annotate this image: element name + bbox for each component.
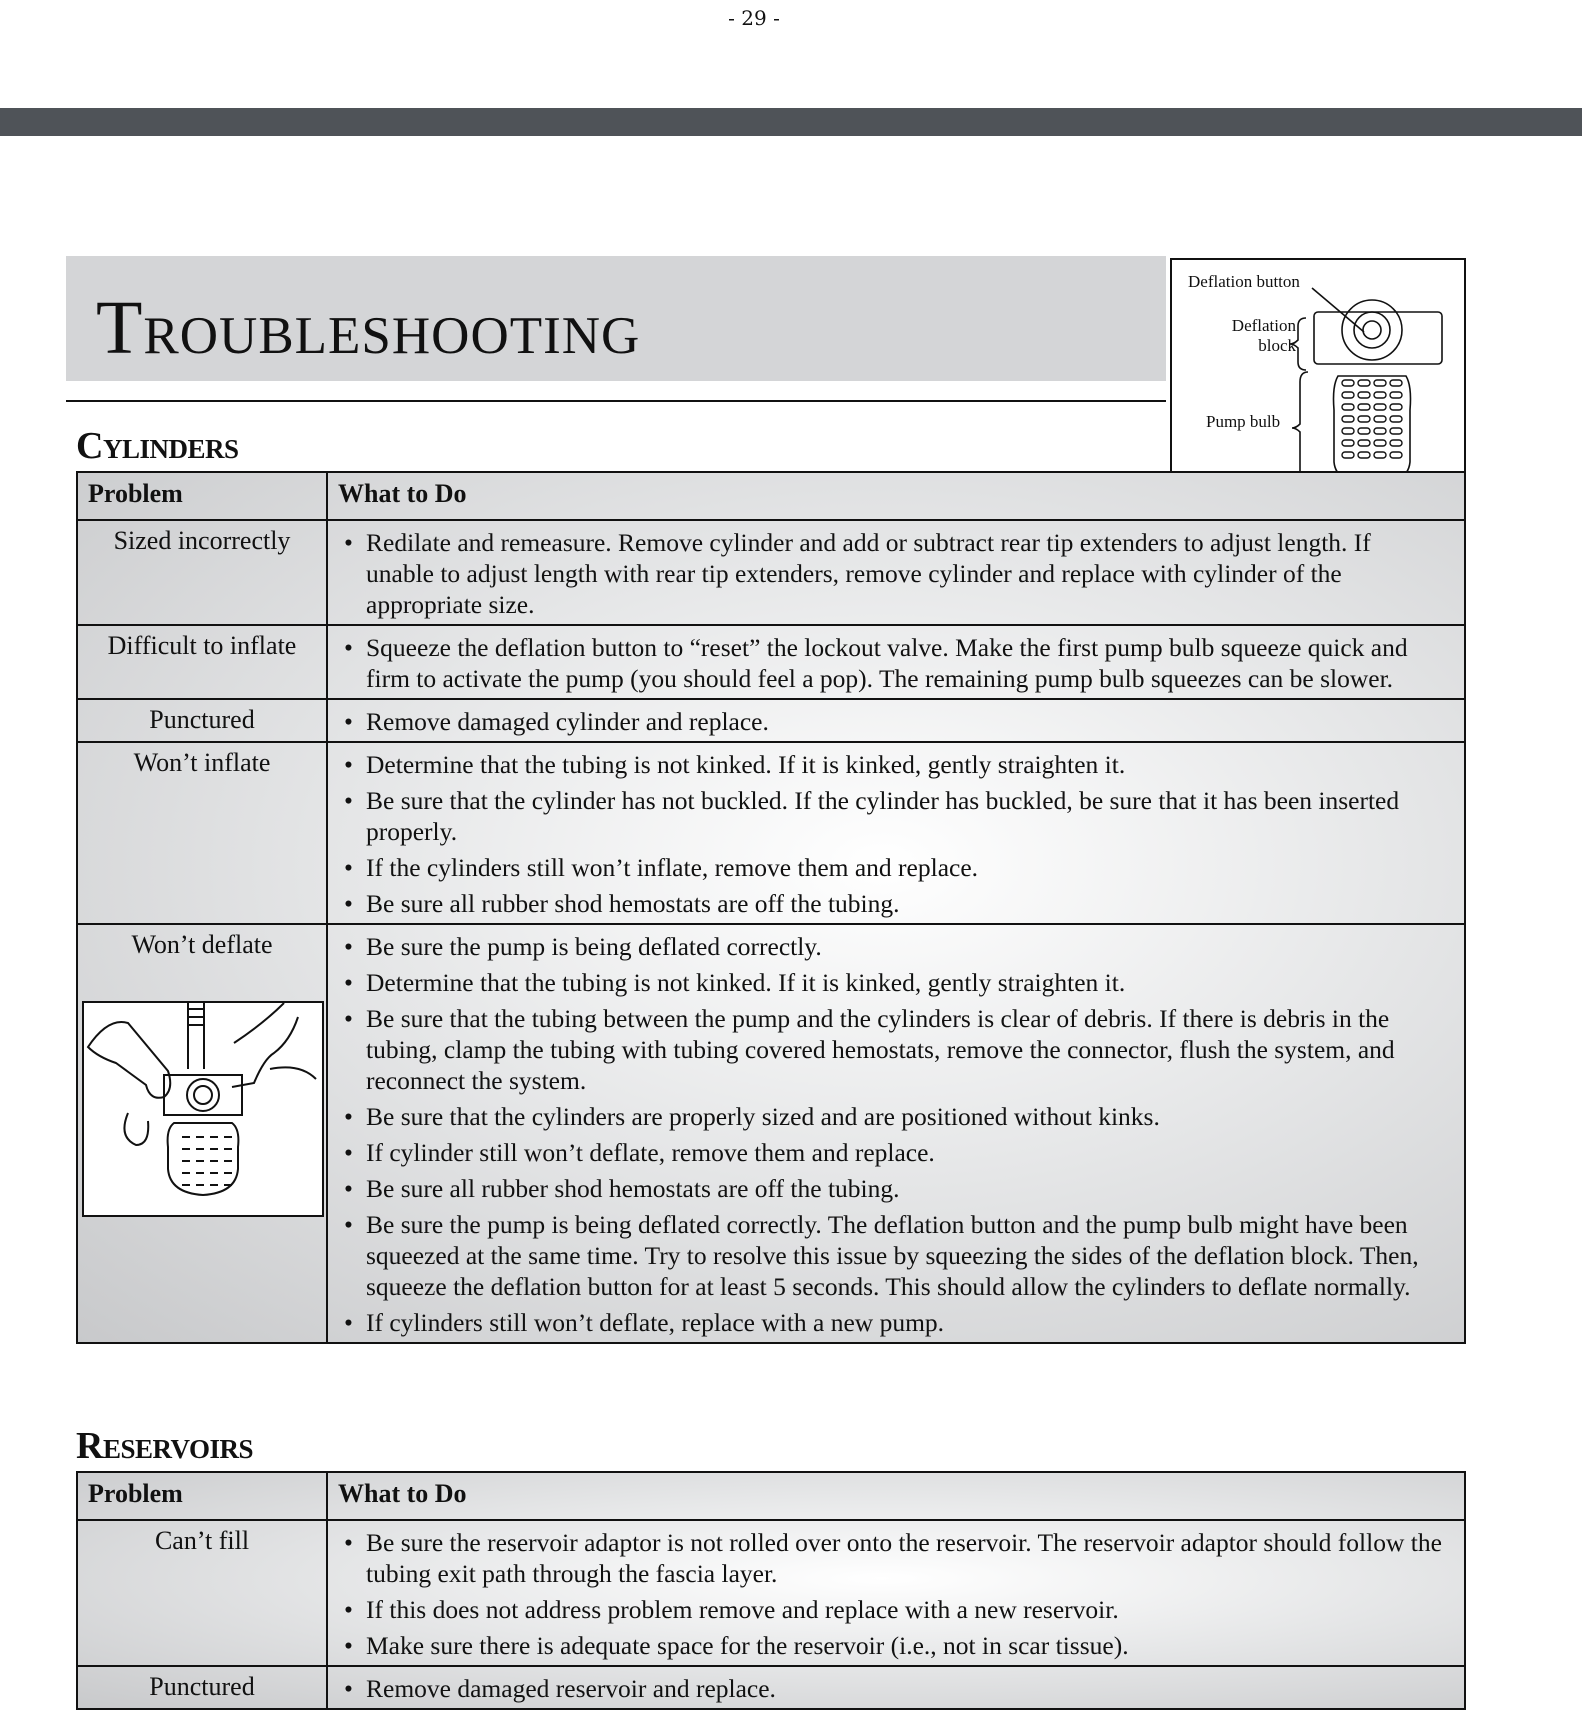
list-item: • Be sure the pump is being deflated correctly. [342,931,1444,962]
problem-label: Won’t deflate [131,930,273,959]
list-item: • Determine that the tubing is not kinked. If it is kinked, gently straighten it. [342,967,1444,998]
table-row [77,742,1465,924]
reservoirs-table [76,1471,1466,1710]
list-item: • Be sure all rubber shod hemostats are off the tubing. [342,888,1444,919]
solution-cell [327,625,1465,699]
table-row [77,1666,1465,1709]
problem-cell: Punctured [77,1666,327,1709]
cylinders-table [76,471,1466,1344]
table-row [77,520,1465,625]
problem-cell: Difficult to inflate [77,625,327,699]
list-item: • Remove damaged cylinder and replace. [342,706,1444,737]
list-item: • Be sure that the tubing between the pump and the cylinders is clear of debris. If there is debris in the tubing, clamp the tubing with tubing covered hemostats, remove the connector, flush the system, and reconnect the system. [342,1003,1444,1096]
list-item: • Remove damaged reservoir and replace. [342,1673,1444,1704]
list-item: • If cylinder still won’t deflate, remove them and replace. [342,1137,1444,1168]
solution-cell [327,1520,1465,1666]
pump-bulb-label: Pump bulb [1206,412,1281,431]
list-item: • Be sure that the cylinder has not buckled. If the cylinder has buckled, be sure that it has been inserted properly. [342,785,1444,847]
deflation-block-label: Deflation block [1231,316,1296,355]
pump-diagram-callout [1170,258,1466,494]
page-title: Troubleshooting [96,286,641,370]
hand-squeezing-pump-icon [84,1003,322,1215]
table-header-row [77,1472,1465,1520]
list-item: • Be sure that the cylinders are properly sized and are positioned without kinks. [342,1101,1444,1132]
problem-cell: Won’t inflate [77,742,327,924]
solution-cell [327,1666,1465,1709]
cylinders-heading: Cylinders [76,425,239,467]
problem-cell: Can’t fill [77,1520,327,1666]
solution-cell [327,699,1465,742]
column-header-problem: Problem [77,472,327,520]
deflation-button-label: Deflation button [1188,272,1300,291]
list-item: • If the cylinders still won’t inflate, remove them and replace. [342,852,1444,883]
problem-cell [77,924,327,1343]
list-item: • Determine that the tubing is not kinked. If it is kinked, gently straighten it. [342,749,1444,780]
pump-diagram-icon [1172,260,1464,492]
list-item: • Be sure all rubber shod hemostats are off the tubing. [342,1173,1444,1204]
hand-pump-illustration [82,1001,324,1217]
table-row [77,625,1465,699]
list-item: • Be sure the pump is being deflated correctly. The deflation button and the pump bulb might have been squeezed at the same time. Try to resolve this issue by squeezing the sides of the deflation block. Then, squeeze the deflation button for at least 5 seconds. This should allow the cylinders to deflate normally. [342,1209,1444,1302]
list-item: • Be sure the reservoir adaptor is not rolled over onto the reservoir. The reservoir adaptor should follow the tubing exit path through the fascia layer. [342,1527,1444,1589]
column-header-what-to-do: What to Do [327,1472,1465,1520]
list-item: • If this does not address problem remove and replace with a new reservoir. [342,1594,1444,1625]
title-rule [66,400,1166,402]
problem-cell: Sized incorrectly [77,520,327,625]
page-number: - 29 - [728,6,780,30]
table-row [77,699,1465,742]
reservoirs-heading: Reservoirs [76,1425,254,1467]
list-item: • Redilate and remeasure. Remove cylinder and add or subtract rear tip extenders to adjust length. If unable to adjust length with rear tip extenders, remove cylinder and replace with cylinder of the appropriate size. [342,527,1444,620]
list-item: • Make sure there is adequate space for the reservoir (i.e., not in scar tissue). [342,1630,1444,1661]
table-row [77,924,1465,1343]
list-item: • If cylinders still won’t deflate, replace with a new pump. [342,1307,1444,1338]
solution-cell [327,520,1465,625]
solution-cell [327,742,1465,924]
solution-cell [327,924,1465,1343]
problem-cell: Punctured [77,699,327,742]
column-header-what-to-do: What to Do [327,472,1465,520]
column-header-problem: Problem [77,1472,327,1520]
table-row [77,1520,1465,1666]
header-band [0,108,1582,136]
list-item: • Squeeze the deflation button to “reset” the lockout valve. Make the first pump bulb squeeze quick and firm to activate the pump (you should feel a pop). The remaining pump bulb squeezes can be slower. [342,632,1444,694]
table-header-row [77,472,1465,520]
